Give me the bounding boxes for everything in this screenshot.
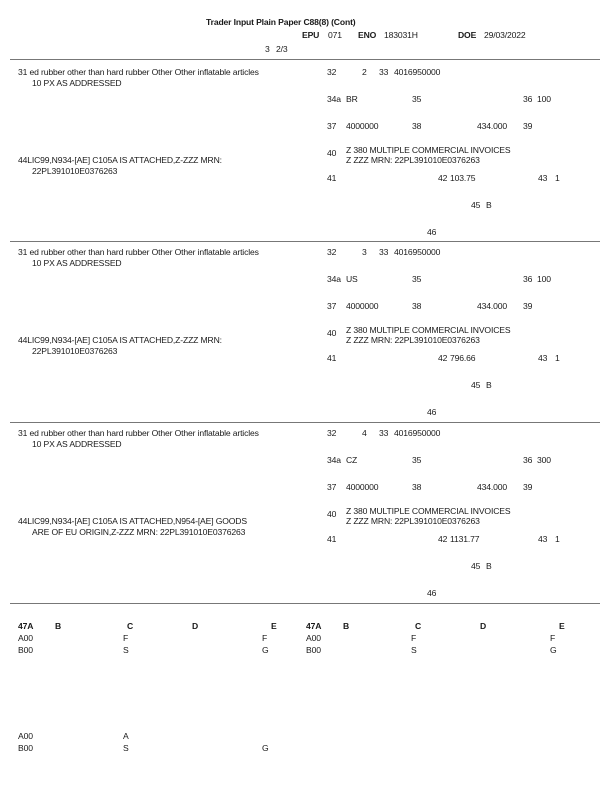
box42-label: 42 [438, 353, 448, 363]
box39-label: 39 [523, 121, 533, 131]
box47-row2-c: S [123, 645, 129, 655]
box47-row1-code: A00 [18, 633, 33, 643]
box45-value: B [486, 200, 492, 210]
box44-line1: 44LIC99,N934-[AE] C105A IS ATTACHED,N954-[AE] GOODS [18, 516, 247, 526]
box37-label: 37 [327, 482, 337, 492]
box47-row1-code: A00 [18, 731, 33, 741]
box47-row1-e: F [550, 633, 556, 643]
box35-label: 35 [412, 274, 422, 284]
page-title: Trader Input Plain Paper C88(8) (Cont) [206, 17, 356, 27]
box40-label: 40 [327, 509, 337, 519]
box46-label: 46 [427, 407, 437, 417]
box47-row1-e: F [262, 633, 268, 643]
procedure-code: 4000000 [346, 301, 379, 311]
box47-row2-e: G [550, 645, 557, 655]
commodity-code: 4016950000 [394, 67, 441, 77]
box40-line2: Z ZZZ MRN: 22PL391010E0376263 [346, 516, 480, 526]
box47-row2-c: S [123, 743, 129, 753]
box39-label: 39 [523, 301, 533, 311]
box47-row1-c: F [411, 633, 417, 643]
box32-label: 32 [327, 428, 337, 438]
box38-label: 38 [412, 301, 422, 311]
net-mass: 434.000 [477, 482, 508, 492]
box47-row2-e: G [262, 645, 269, 655]
box31-description: 31 ed rubber other than hard rubber Other Other inflatable articles [18, 67, 259, 77]
box45-value: B [486, 561, 492, 571]
box33-label: 33 [379, 67, 389, 77]
box36-value: 300 [537, 455, 551, 465]
box44-line2: 22PL391010E0376263 [32, 346, 118, 356]
box47-row1-c: A [123, 731, 129, 741]
box41-label: 41 [327, 173, 337, 183]
box47-header-47a: 47A [18, 621, 34, 631]
item-number: 2 [362, 67, 367, 77]
doe-label: DOE [458, 30, 477, 40]
box47-row2-c: S [411, 645, 417, 655]
box38-label: 38 [412, 121, 422, 131]
box45-label: 45 [471, 380, 481, 390]
box43-label: 43 [538, 534, 548, 544]
box36-label: 36 [523, 94, 533, 104]
box45-label: 45 [471, 561, 481, 571]
box39-label: 39 [523, 482, 533, 492]
box47-row1-c: F [123, 633, 129, 643]
item-price: 796.66 [450, 353, 476, 363]
box44-line2: ARE OF EU ORIGIN,Z-ZZZ MRN: 22PL391010E0376263 [32, 527, 246, 537]
country-of-origin: BR [346, 94, 358, 104]
box44-line1: 44LIC99,N934-[AE] C105A IS ATTACHED,Z-ZZZ MRN: [18, 155, 222, 165]
box41-label: 41 [327, 353, 337, 363]
box44-line2: 22PL391010E0376263 [32, 166, 118, 176]
box35-label: 35 [412, 455, 422, 465]
box42-label: 42 [438, 173, 448, 183]
box40-line2: Z ZZZ MRN: 22PL391010E0376263 [346, 335, 480, 345]
box32-label: 32 [327, 67, 337, 77]
procedure-code: 4000000 [346, 121, 379, 131]
box43-label: 43 [538, 353, 548, 363]
box47-header-d: D [480, 621, 487, 631]
box31-description: 31 ed rubber other than hard rubber Other Other inflatable articles [18, 247, 259, 257]
box46-label: 46 [427, 227, 437, 237]
box34a-label: 34a [327, 274, 341, 284]
box47-row2-code: B00 [306, 645, 321, 655]
box43-value: 1 [555, 353, 560, 363]
epu-label: EPU [302, 30, 320, 40]
box36-value: 100 [537, 94, 551, 104]
box47-header-b: B [55, 621, 62, 631]
item-block-1 [0, 61, 612, 242]
item-number: 4 [362, 428, 367, 438]
net-mass: 434.000 [477, 121, 508, 131]
box34a-label: 34a [327, 94, 341, 104]
box32-label: 32 [327, 247, 337, 257]
box47-header-b: B [343, 621, 350, 631]
item-price: 1131.77 [450, 534, 480, 544]
box33-label: 33 [379, 428, 389, 438]
box47-row2-e: G [262, 743, 269, 753]
box31-packages: 10 PX AS ADDRESSED [32, 78, 122, 88]
box46-label: 46 [427, 588, 437, 598]
box41-label: 41 [327, 534, 337, 544]
box42-label: 42 [438, 534, 448, 544]
eno-label: ENO [358, 30, 377, 40]
box47-header-c: C [415, 621, 422, 631]
item-block-2 [0, 241, 612, 422]
box47-row2-code: B00 [18, 743, 33, 753]
page-fraction: 2/3 [276, 44, 288, 54]
box31-description: 31 ed rubber other than hard rubber Other Other inflatable articles [18, 428, 259, 438]
box40-label: 40 [327, 328, 337, 338]
box33-label: 33 [379, 247, 389, 257]
box47-row2-code: B00 [18, 645, 33, 655]
box40-line1: Z 380 MULTIPLE COMMERCIAL INVOICES [346, 506, 511, 516]
box45-value: B [486, 380, 492, 390]
box43-label: 43 [538, 173, 548, 183]
item-block-3 [0, 422, 612, 603]
epu-value: 071 [328, 30, 342, 40]
box40-label: 40 [327, 148, 337, 158]
box40-line1: Z 380 MULTIPLE COMMERCIAL INVOICES [346, 325, 511, 335]
box40-line1: Z 380 MULTIPLE COMMERCIAL INVOICES [346, 145, 511, 155]
box36-label: 36 [523, 455, 533, 465]
box31-packages: 10 PX AS ADDRESSED [32, 258, 122, 268]
country-of-origin: CZ [346, 455, 358, 465]
box36-value: 100 [537, 274, 551, 284]
divider [10, 603, 600, 604]
box43-value: 1 [555, 534, 560, 544]
net-mass: 434.000 [477, 301, 508, 311]
box47-header-e: E [559, 621, 565, 631]
box47-header-47a: 47A [306, 621, 322, 631]
item-number: 3 [362, 247, 367, 257]
box47-row1-code: A00 [306, 633, 321, 643]
box47-header-e: E [271, 621, 277, 631]
box40-line2: Z ZZZ MRN: 22PL391010E0376263 [346, 155, 480, 165]
procedure-code: 4000000 [346, 482, 379, 492]
country-of-origin: US [346, 274, 358, 284]
box34a-label: 34a [327, 455, 341, 465]
commodity-code: 4016950000 [394, 247, 441, 257]
commodity-code: 4016950000 [394, 428, 441, 438]
box35-label: 35 [412, 94, 422, 104]
box37-label: 37 [327, 121, 337, 131]
divider [10, 59, 600, 60]
box43-value: 1 [555, 173, 560, 183]
doe-value: 29/03/2022 [484, 30, 526, 40]
box38-label: 38 [412, 482, 422, 492]
box47-header-c: C [127, 621, 134, 631]
eno-value: 183031H [384, 30, 418, 40]
box47-header-d: D [192, 621, 199, 631]
box45-label: 45 [471, 200, 481, 210]
box31-packages: 10 PX AS ADDRESSED [32, 439, 122, 449]
item-price: 103.75 [450, 173, 476, 183]
box37-label: 37 [327, 301, 337, 311]
box36-label: 36 [523, 274, 533, 284]
box44-line1: 44LIC99,N934-[AE] C105A IS ATTACHED,Z-ZZZ MRN: [18, 335, 222, 345]
page-prefix: 3 [265, 44, 270, 54]
